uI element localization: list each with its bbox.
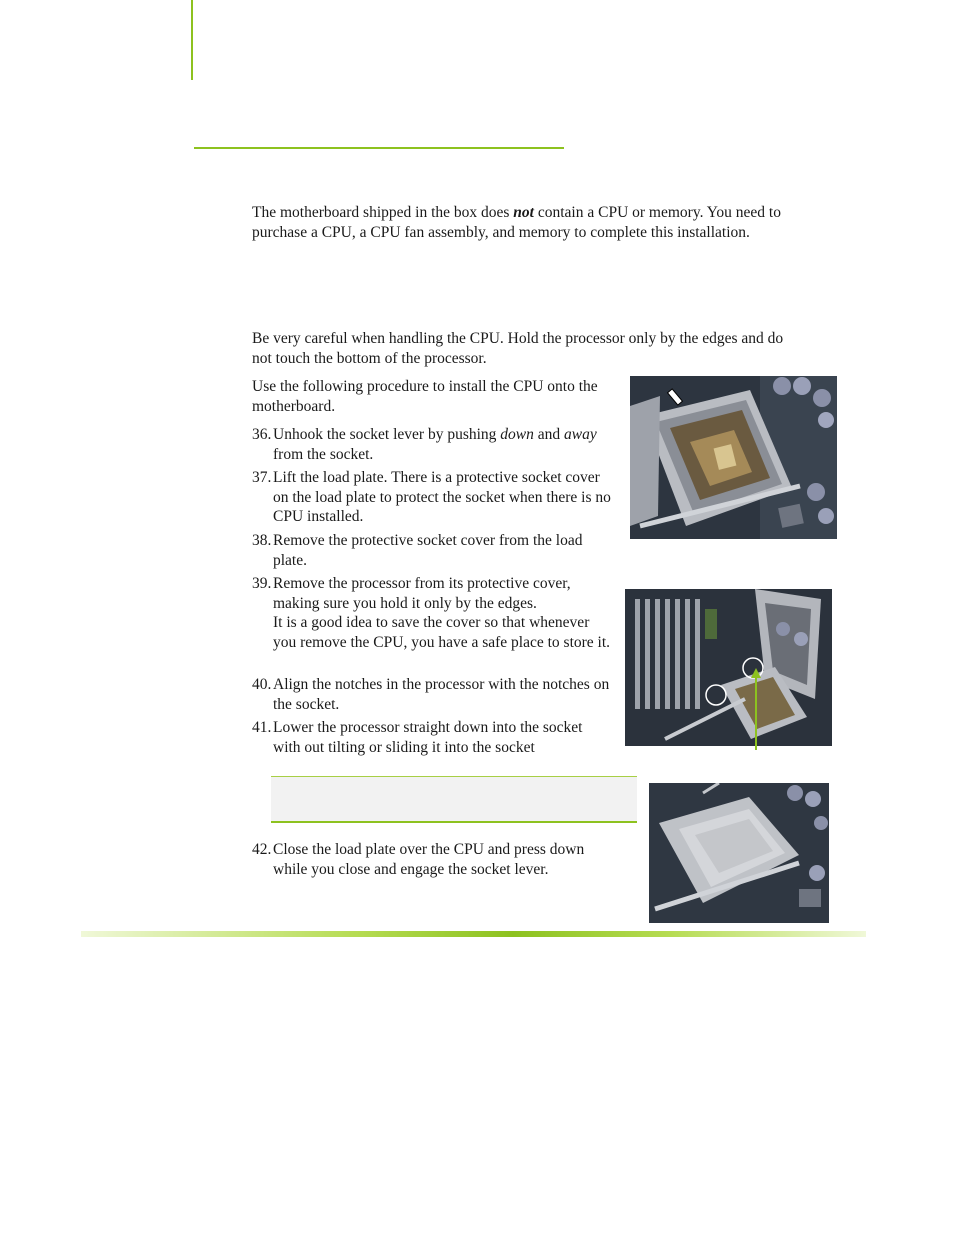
socket-notches-photo <box>625 589 832 746</box>
step-number: 40. <box>252 676 272 693</box>
socket-lever-photo <box>630 376 837 539</box>
step-38 <box>252 531 612 570</box>
procedure-intro: Use the following procedure to install the CPU onto the motherboard. <box>252 378 598 415</box>
step-36 <box>252 425 612 464</box>
step-number: 42. <box>252 841 272 858</box>
step-note: It is a good idea to save the cover so that whenever you remove the CPU, you have a safe place to store it. <box>273 614 611 651</box>
step-text: Align the notches in the processor with the notches on the socket. <box>273 676 610 713</box>
step-number: 41. <box>252 719 272 736</box>
step-number: 37. <box>252 469 272 486</box>
step-36-text-mid: and <box>533 426 565 443</box>
step-text: Remove the protective socket cover from the load plate. <box>273 532 583 569</box>
step-40 <box>252 675 612 714</box>
caution-paragraph: Be very careful when handling the CPU. Hold the processor only by the edges and do not touch the bottom of the processor. <box>252 330 784 367</box>
step-text: Lower the processor straight down into the socket with out tilting or sliding it into the socket <box>273 719 583 756</box>
intro-paragraph <box>252 203 792 242</box>
step-36-emphasis-away: away <box>564 426 597 443</box>
step-text: Lift the load plate. There is a protective socket cover on the load plate to protect the socket when there is no CPU installed. <box>273 469 611 525</box>
step-42 <box>252 840 612 879</box>
intro-text-end: contain a CPU or memory. You need to purchase a CPU, a CPU fan assembly, and memory to complete this installation. <box>252 204 781 241</box>
closed-load-plate-photo <box>649 783 829 923</box>
top-accent-line <box>191 0 193 80</box>
step-36-emphasis-down: down <box>500 426 534 443</box>
step-number: 36. <box>252 426 272 443</box>
step-37 <box>252 468 612 527</box>
step-36-text-start: Unhook the socket lever by pushing <box>273 426 501 443</box>
step-number: 39. <box>252 575 272 592</box>
step-36-text-end: from the socket. <box>273 445 374 463</box>
intro-text-start: The motherboard shipped in the box does <box>252 204 514 221</box>
step-text: Remove the processor from its protective cover, making sure you hold it only by the edges. <box>273 575 571 612</box>
step-41 <box>252 718 612 757</box>
note-box <box>271 776 637 823</box>
intro-emphasis: not <box>513 204 534 221</box>
step-text <box>273 425 612 464</box>
notch-pointer-arrow <box>746 668 766 750</box>
footer-gradient-bar <box>81 931 866 937</box>
step-number: 38. <box>252 532 272 549</box>
step-39 <box>252 574 612 652</box>
section-underline <box>194 147 564 149</box>
step-text: Close the load plate over the CPU and press down while you close and engage the socket lever. <box>273 841 585 878</box>
